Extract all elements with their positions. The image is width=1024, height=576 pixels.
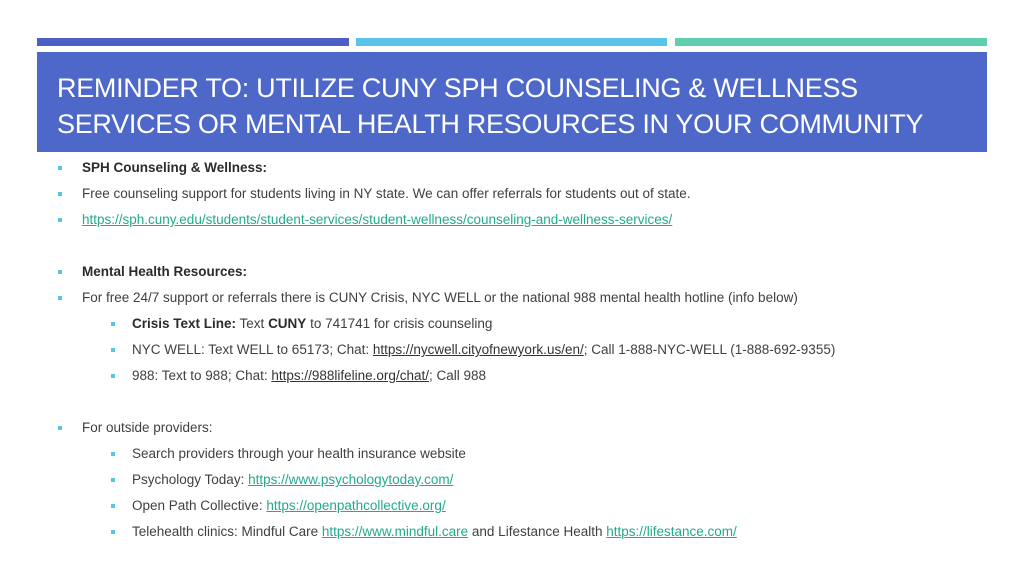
bullet-icon	[111, 504, 115, 508]
psychology-today-link[interactable]: https://www.psychologytoday.com/	[248, 472, 454, 487]
crisis-text-line-item	[132, 315, 492, 333]
lifeline-988-link[interactable]: https://988lifeline.org/chat/	[271, 368, 429, 383]
sph-counseling-link[interactable]: https://sph.cuny.edu/students/student-services/student-wellness/counseling-and-wellness-services/	[82, 212, 673, 227]
bullet-icon	[111, 530, 115, 534]
psychology-today-label: Psychology Today:	[132, 472, 249, 487]
open-path-label: Open Path Collective:	[132, 498, 267, 513]
crisis-label: Crisis Text Line:	[132, 316, 237, 331]
crisis-text-2: to 741741 for crisis counseling	[306, 316, 493, 331]
open-path-item	[132, 497, 446, 515]
bullet-icon	[58, 296, 62, 300]
mental-health-description: For free 24/7 support or referrals there is CUNY Crisis, NYC WELL or the national 988 mental health hotline (info below)	[82, 290, 798, 305]
bullet-icon	[111, 452, 115, 456]
mindful-care-link[interactable]: https://www.mindful.care	[321, 524, 469, 539]
sph-heading: SPH Counseling & Wellness:	[82, 160, 268, 175]
accent-bar-blue	[37, 38, 349, 46]
slide-title-box	[37, 52, 987, 152]
lifeline-text-2: ; Call 988	[428, 368, 487, 383]
bullet-icon	[58, 192, 62, 196]
accent-bar-teal	[675, 38, 987, 46]
lifestance-link[interactable]: https://lifestance.com/	[606, 524, 737, 539]
nyc-well-item	[132, 341, 835, 359]
bullet-icon	[58, 218, 62, 222]
bullet-icon	[111, 348, 115, 352]
psychology-today-item	[132, 471, 453, 489]
open-path-link[interactable]: https://openpathcollective.org/	[266, 498, 446, 513]
nyc-text-1: NYC WELL: Text WELL to 65173; Chat:	[132, 342, 373, 357]
bullet-icon	[111, 374, 115, 378]
telehealth-text-1: Telehealth clinics: Mindful Care	[132, 524, 322, 539]
nyc-well-link[interactable]: https://nycwell.cityofnewyork.us/en/	[372, 342, 584, 357]
bullet-icon	[111, 478, 115, 482]
accent-bar-light-blue	[356, 38, 667, 46]
sph-description: Free counseling support for students living in NY state. We can offer referrals for students out of state.	[82, 186, 691, 201]
lifeline-text-1: 988: Text to 988; Chat:	[132, 368, 272, 383]
nyc-text-2: ; Call 1-888-NYC-WELL (1-888-692-9355)	[583, 342, 836, 357]
crisis-keyword: CUNY	[268, 316, 307, 331]
bullet-icon	[58, 166, 62, 170]
search-providers-item: Search providers through your health insurance website	[132, 446, 466, 461]
slide-title-line-2: SERVICES OR MENTAL HEALTH RESOURCES IN YOUR COMMUNITY	[57, 109, 924, 139]
bullet-icon	[111, 322, 115, 326]
mental-health-heading: Mental Health Resources:	[82, 264, 248, 279]
crisis-text-1: Text	[236, 316, 269, 331]
slide-title-line-1: REMINDER TO: UTILIZE CUNY SPH COUNSELING & WELLNESS	[57, 73, 858, 103]
outside-providers-heading: For outside providers:	[82, 420, 213, 435]
telehealth-item	[132, 523, 737, 541]
telehealth-text-2: and Lifestance Health	[468, 524, 607, 539]
lifeline-988-item	[132, 367, 486, 385]
bullet-icon	[58, 270, 62, 274]
bullet-icon	[58, 426, 62, 430]
